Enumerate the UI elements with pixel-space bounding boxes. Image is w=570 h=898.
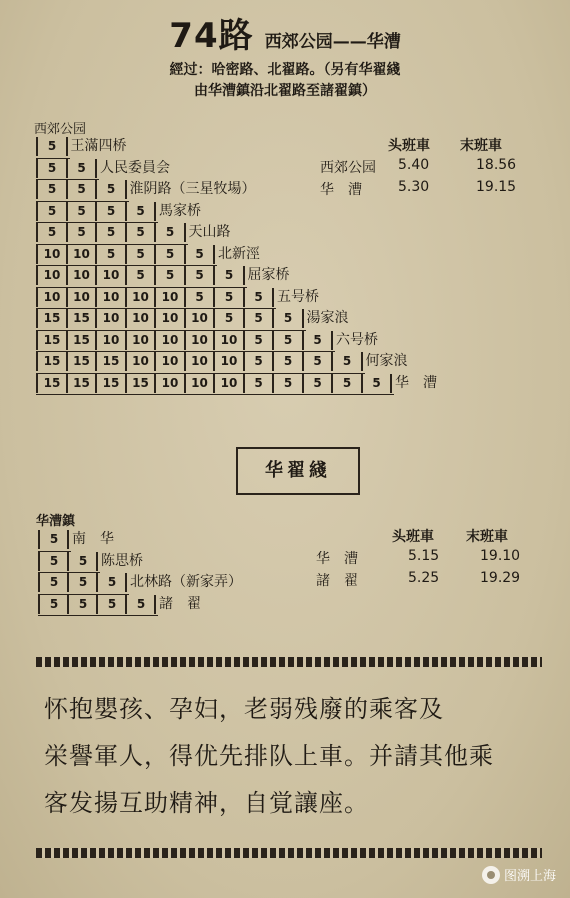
decorative-rule-bottom [36, 848, 542, 858]
fare-cell: 15 [66, 331, 96, 350]
stop-name: 淮阴路（三星牧場） [125, 180, 256, 199]
fare-cell: 5 [302, 331, 332, 350]
watermark [482, 865, 556, 884]
fare-cell: 5 [154, 245, 184, 264]
fare-cell: 10 [125, 309, 155, 328]
time-last: 19.15 [476, 179, 517, 195]
fare-cell: 10 [95, 309, 125, 328]
via-line-1: 經过：哈密路、北翟路。（另有华翟綫 [169, 62, 401, 78]
fare-cell: 5 [125, 223, 155, 242]
fare-cell: 15 [36, 309, 66, 328]
fare-cell: 5 [154, 223, 184, 242]
notice-line-1: 怀抱嬰孩、孕妇，老弱残廢的乘客及 [44, 695, 444, 723]
branch-last-header: 末班車 [466, 529, 508, 545]
stop-name: 五号桥 [272, 288, 319, 307]
watermark-text: 图溯上海 [503, 869, 556, 884]
stop-name: 何家浪 [361, 352, 408, 371]
stop-name: 王滿四桥 [66, 137, 127, 156]
stop-name: 人民委員会 [95, 159, 170, 178]
time-last: 19.10 [480, 548, 521, 564]
stop-name: 北林路（新家弄） [125, 573, 242, 592]
stop-name: 南 华 [67, 530, 114, 549]
fare-cell: 10 [66, 245, 96, 264]
fare-cell: 10 [184, 374, 214, 393]
fare-cell: 5 [66, 202, 96, 221]
time-first: 5.30 [398, 179, 430, 195]
time-first: 5.15 [408, 548, 440, 564]
fare-cell: 10 [95, 266, 125, 285]
fare-cell: 5 [125, 245, 155, 264]
time-last: 19.29 [480, 570, 521, 586]
fare-cell: 5 [96, 573, 126, 592]
fare-cell: 10 [213, 331, 243, 350]
stop-name: 华 漕 [390, 374, 437, 393]
fare-cell: 5 [67, 573, 97, 592]
time-from: 华 漕 [316, 551, 358, 567]
stop-name: 陈思桥 [96, 552, 143, 571]
fare-cell: 5 [36, 159, 66, 178]
time-from: 华 漕 [320, 182, 362, 198]
stop-name: 馬家桥 [154, 202, 201, 221]
fare-cell: 5 [36, 137, 66, 156]
fare-cell: 5 [213, 288, 243, 307]
fare-cell: 5 [125, 202, 155, 221]
fare-cell: 15 [95, 352, 125, 371]
fare-cell: 5 [36, 223, 66, 242]
fare-cell: 5 [184, 245, 214, 264]
fare-cell: 15 [36, 352, 66, 371]
branch-time-row-1 [316, 548, 521, 568]
fare-cell: 5 [38, 552, 68, 571]
fare-cell: 5 [125, 266, 155, 285]
main-last-header: 末班車 [460, 138, 502, 154]
fare-cell: 10 [66, 266, 96, 285]
fare-cell: 10 [154, 352, 184, 371]
fare-cell: 5 [243, 352, 273, 371]
time-first: 5.40 [398, 157, 430, 173]
fare-cell: 10 [184, 331, 214, 350]
fare-cell: 5 [272, 309, 302, 328]
fare-cell: 10 [36, 288, 66, 307]
fare-cell: 5 [184, 266, 214, 285]
fare-cell: 5 [243, 288, 273, 307]
branch-origin: 华漕鎮 [36, 514, 76, 529]
fare-cell: 5 [184, 288, 214, 307]
fare-cell: 10 [125, 288, 155, 307]
fare-cell: 5 [272, 331, 302, 350]
stop-name: 北新涇 [213, 245, 260, 264]
route-via [0, 60, 570, 102]
main-origin: 西郊公园 [34, 122, 87, 137]
fare-cell: 5 [95, 202, 125, 221]
route-title [0, 8, 570, 57]
fare-cell: 10 [154, 331, 184, 350]
fare-cell: 10 [95, 288, 125, 307]
fare-cell: 5 [38, 595, 68, 614]
fare-cell: 5 [67, 595, 97, 614]
fare-cell: 15 [36, 374, 66, 393]
priority-notice [44, 686, 544, 827]
fare-cell: 5 [213, 309, 243, 328]
time-last: 18.56 [476, 157, 517, 173]
stop-name: 屈家桥 [243, 266, 290, 285]
fare-cell: 15 [95, 374, 125, 393]
fare-cell: 5 [38, 573, 68, 592]
route-endpoints: 西郊公园——华漕 [264, 32, 401, 52]
fare-cell: 15 [66, 374, 96, 393]
fare-cell: 10 [154, 288, 184, 307]
fare-cell: 10 [184, 309, 214, 328]
stop-name: 諸 翟 [154, 595, 201, 614]
fare-cell: 10 [213, 352, 243, 371]
fare-cell: 5 [302, 352, 332, 371]
notice-line-3: 客发揚互助精神，自覚讓座。 [44, 789, 369, 817]
fare-cell: 15 [125, 374, 155, 393]
fare-cell: 15 [66, 309, 96, 328]
time-from: 西郊公园 [320, 160, 376, 176]
fare-cell: 5 [331, 352, 361, 371]
stop-name: 六号桥 [331, 331, 378, 350]
fare-cell: 5 [66, 180, 96, 199]
stop-name: 天山路 [184, 223, 231, 242]
via-line-2: 由华漕鎮沿北翟路至諸翟鎮） [194, 83, 376, 99]
time-from: 諸 翟 [316, 573, 358, 589]
fare-cell: 5 [213, 266, 243, 285]
fare-cell: 5 [36, 180, 66, 199]
fare-cell: 5 [36, 202, 66, 221]
fare-cell: 5 [95, 180, 125, 199]
wechat-icon [482, 866, 500, 884]
fare-cell: 5 [243, 331, 273, 350]
stop-name: 湯家浪 [302, 309, 349, 328]
fare-cell: 5 [272, 374, 302, 393]
fare-cell: 10 [213, 374, 243, 393]
fare-cell: 10 [125, 352, 155, 371]
fare-cell: 10 [154, 374, 184, 393]
fare-cell: 5 [95, 245, 125, 264]
main-time-row-2 [320, 179, 517, 199]
fare-cell: 5 [66, 223, 96, 242]
fare-cell: 5 [361, 374, 391, 393]
fare-cell: 15 [36, 331, 66, 350]
fare-cell: 10 [36, 245, 66, 264]
fare-cell: 5 [331, 374, 361, 393]
main-first-header: 头班車 [388, 138, 430, 154]
notice-line-2: 栄譽軍人，得优先排队上車。并請其他乘 [44, 742, 494, 770]
fare-cell: 10 [36, 266, 66, 285]
fare-cell: 5 [66, 159, 96, 178]
decorative-rule-top [36, 657, 542, 667]
fare-cell: 5 [302, 374, 332, 393]
fare-cell: 5 [154, 266, 184, 285]
branch-label-box [236, 447, 360, 495]
fare-cell: 5 [38, 530, 68, 549]
fare-cell: 5 [95, 223, 125, 242]
branch-time-row-2 [316, 570, 521, 590]
branch-label: 华翟綫 [265, 460, 331, 481]
fare-cell: 10 [154, 309, 184, 328]
row-divider [38, 615, 158, 616]
fare-cell: 5 [243, 374, 273, 393]
branch-first-header: 头班車 [392, 529, 434, 545]
fare-cell: 5 [125, 595, 155, 614]
fare-cell: 10 [66, 288, 96, 307]
fare-cell: 5 [96, 595, 126, 614]
row-divider [36, 394, 394, 395]
fare-cell: 10 [95, 331, 125, 350]
fare-cell: 5 [272, 352, 302, 371]
fare-cell: 5 [67, 552, 97, 571]
fare-cell: 10 [125, 331, 155, 350]
route-number: 74路 [169, 16, 254, 56]
fare-cell: 5 [243, 309, 273, 328]
fare-cell: 15 [66, 352, 96, 371]
main-time-row-1 [320, 157, 517, 177]
time-first: 5.25 [408, 570, 440, 586]
fare-cell: 10 [184, 352, 214, 371]
